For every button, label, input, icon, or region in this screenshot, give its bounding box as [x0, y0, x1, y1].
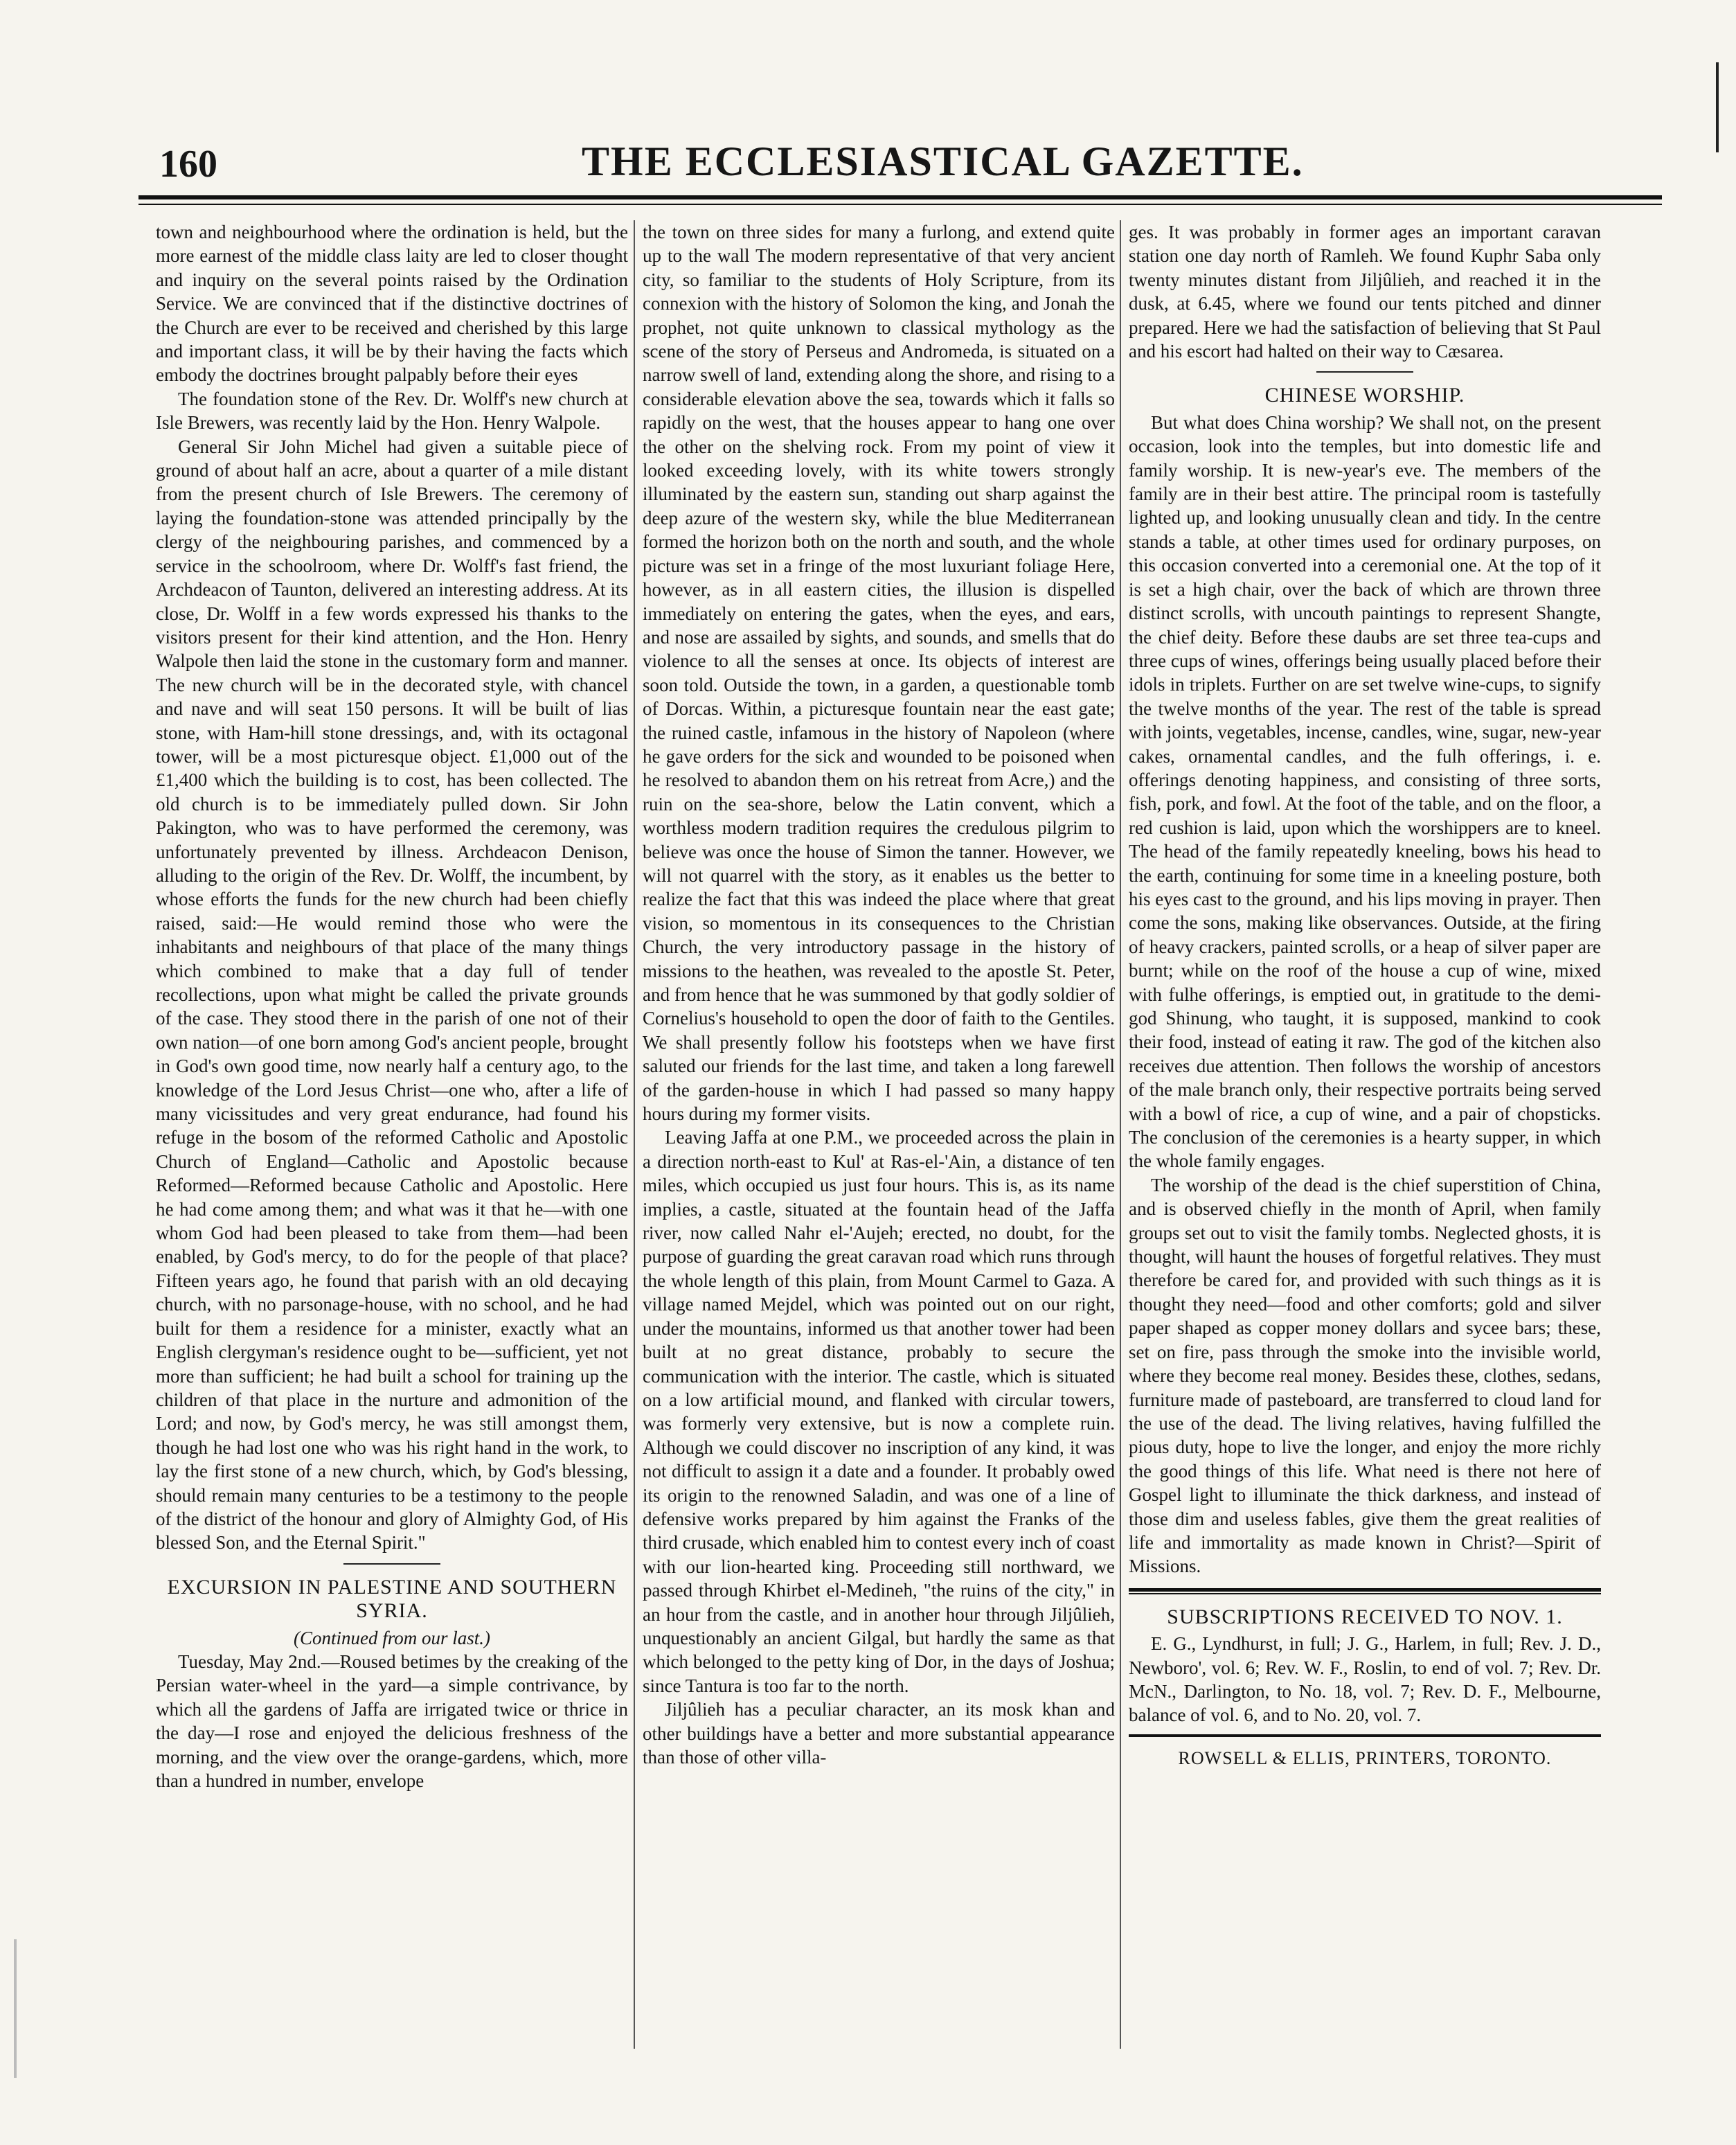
article-paragraph: the town on three sides for many a furlong, and extend quite up to the wall The modern representative of that very ancient city, so familiar to the students of Holy Scripture, from its connexion with the history of Solomon the king, and Jonah the prophet, not quite unknown to classical mythology as the scene of the story of Perseus and Andromeda, is situated on a narrow swell of land, extending along the shore, and rising to a considerable elevation above the sea, towards which it falls so rapidly on the west, that the houses appear to hang one over the other on the shelving rock. From my point of view it looked exceeding lovely, with its white towers strongly illuminated by the eastern sun, standing out sharp against the deep azure of the western sky, while the blue Mediterranean formed the horizon both on the north and south, and the whole picture was set in a fringe of the most luxuriant foliage Here, however, as in all eastern cities, the illusion is dispelled immediately on entering the gates, when the eyes, and ears, and nose are assailed by sights, and sounds, and smells that do violence to all the senses at once. Its objects of interest are soon told. Outside the town, in a garden, a questionable tomb of Dorcas. Within, a picturesque fountain near the east gate; the ruined castle, infamous in the history of Napoleon (where he gave orders for the sick and wounded to be poisoned when he resolved to abandon them on his retreat from Acre,) and the ruin on the sea-shore, below the Latin convent, which a worthless modern tradition requires the credulous pilgrim to believe was once the house of Simon the tanner. However, we will not quarrel with the story, as it enables us the better to realize the fact that this was indeed the place where that great vision, so momentous in its consequences to the Christian Church, the very introductory passage in the history of missions to the heathen, was revealed to the apostle St. Peter, and from hence that he was summoned by that godly soldier of Cornelius's household to open the door of faith to the Gentiles. We shall presently follow his footsteps when we have first saluted our friends for the last time, and taken a long farewell of the garden-house in which I had passed so many happy hours during my former visits. — [643, 222, 1115, 1125]
article-paragraph: But what does China worship? We shall not, on the present occasion, look into the temples, but into domestic life and family worship. It is new-year's eve. The members of the family are in their best attire. The principal room is tastefully lighted up, and looking unusually clean and tidy. In the centre stands a table, at other times used for ordinary purposes, on this occasion converted into a ceremonial one. At the top of it is set a high chair, over the back of which are thrown three distinct scrolls, with uncouth paintings to represent Shangte, the chief deity. Before these daubs are set three tea-cups and three cups of wines, offerings being usually placed before their idols in triplets. Further on are set twelve wine-cups, to signify the twelve months of the year. The rest of the table is spread with joints, vegetables, incense, candles, wine, sugar, new-year cakes, ornamental candles, and the fulh offerings, i. e. offerings denoting happiness, and consisting of three sorts, fish, pork, and fowl. At the foot of the table, and on the floor, a red cushion is laid, upon which the worshippers are to kneel. The head of the family repeatedly kneeling, bows his head to the earth, continuing for some time in a kneeling posture, both his eyes cast to the ground, and his lips moving in prayer. Then come the sons, making like observances. Outside, at the firing of heavy crackers, painted scrolls, or a heap of silver paper are burnt; while on the roof of the house a cup of wine, mixed with fulhe offerings, is emptied out, in gratitude to the demi-god Shinung, who taught, it is supposed, mankind to cook their food, instead of eating it raw. The god of the kitchen also receives due attention. Then follows the worship of ancestors of the male branch only, their respective portraits being served with a bowl of rice, a cup of wine, and a pair of chopsticks. The conclusion of the ceremonies is a hearty supper, in which the whole family engages. — [1129, 411, 1601, 1172]
article-paragraph: Leaving Jaffa at one P.M., we proceeded across the plain in a direction north-east to Kul' at Ras-el-'Ain, a distance of ten miles, which occupied us just four hours. This is, as its name implies, a castle, situated at the fountain head of the Jaffa river, now called Nahr el-'Aujeh; erected, no doubt, for the purpose of guarding the great caravan road which runs through the whole length of this plain, from Mount Carmel to Gaza. A village named Mejdel, which was pointed out on our right, under the mountains, informed us that another tower had been built at no great distance, probably to secure the communication with the interior. The castle, which is situated on a low artificial mound, and flanked with circular towers, was formerly very extensive, but is now a complete ruin. Although we could discover no inscription of any kind, it was not difficult to assign it a date and a founder. It probably owed its origin to the renowned Saladin, and was one of a line of defensive works prepared by him against the Franks of the third crusade, which enabled him to contest every inch of coast with our lion-hearted king. Proceeding still northward, we passed through Khirbet el-Medineh, "the ruins of the city," in an hour from the castle, and in another hour through Jiljûlieh, unquestionably an ancient Gilgal, but hardly the same as that which belonged to the petty king of Dor, in the days of Joshua; since Tantura is too far to the north. — [643, 1127, 1115, 1696]
chinese-worship-heading: CHINESE WORSHIP. — [1264, 384, 1465, 407]
article-paragraph: Jiljûlieh has a peculiar character, an its mosk khan and other buildings have a better and more substantial appearance than those of other villa- — [643, 1699, 1115, 1768]
section-divider — [1316, 371, 1413, 373]
scan-edge-mark — [1716, 62, 1719, 152]
column-1 — [156, 220, 628, 2049]
article-paragraph: General Sir John Michel had given a suitable piece of ground of about half an acre, about a quarter of a mile distant from the present church of Isle Brewers. The ceremony of laying the foundation-stone was attended principally by the clergy of the neighbouring parishes, and commenced by a service in the schoolroom, where Dr. Wolff's fast friend, the Archdeacon of Taunton, delivered an interesting address. At its close, Dr. Wolff in a few words expressed his thanks to the visitors present for their kind attention, and the Hon. Henry Walpole then laid the stone in the customary form and manner. The new church will be in the decorated style, with chancel and nave and will seat 150 persons. It will be built of lias stone, with Ham-hill stone dressings, and, with its octagonal tower, will be a most picturesque object. £1,000 out of the £1,400 which the building is to cost, has been collected. The old church is to be immediately pulled down. Sir John Pakington, who was to have performed the ceremony, was unfortunately prevented by illness. Archdeacon Denison, alluding to the origin of the Rev. Dr. Wolff, the incumbent, by whose efforts the funds for the new church had been chiefly raised, said:—He would remind those who were the inhabitants and neighbours of that place of the many things which combined to make that a day full of tender recollections, upon what might be called the private grounds of the case. They stood there in the parish of one not of their own nation—of one born among God's ancient people, brought in God's own good time, now nearly half a century ago, to the knowledge of the Lord Jesus Christ—one who, after a life of many vicissitudes and very great endurance, had found his refuge in the bosom of the reformed Catholic and Apostolic Church of England—Catholic and Apostolic because Reformed—Reformed because Catholic and Apostolic. Here he had come among them; and what was it that he—with one whom God had been pleased to take from them—had been enabled, by God's mercy, to do for the people of that place? Fifteen years ago, he found that parish with an old decaying church, with no parsonage-house, with no school, and he had built for them a residence for a minister, exactly what an English clergyman's residence ought to be—sufficient, yet not more than sufficient; he had built a school for training up the children of that place in the nurture and admonition of the Lord; and now, by God's mercy, he was still amongst them, though he had lost one who was his right hand in the work, to lay the first stone of a new church, which, by God's blessing, should remain many centuries to be a testimony to the people of the district of the honour and glory of Almighty God, of His blessed Son, and the Eternal Spirit." — [156, 436, 628, 1554]
header-rule-thin — [138, 204, 1662, 205]
column-divider — [634, 220, 635, 2049]
subscriptions-text: E. G., Lyndhurst, in full; J. G., Harlem, in full; Rev. J. D., Newboro', vol. 6; Rev. W. F., Roslin, to end of vol. 7; Rev. Dr. McN., Darlington, to No. 18, vol. 7; Rev. D. F., Melbourne, balance of vol. 6, and to No. 20, vol. 7. — [1129, 1633, 1601, 1726]
column-2 — [643, 220, 1115, 2049]
header-rule — [138, 195, 1662, 199]
scan-edge-mark-left — [14, 1939, 17, 2078]
subscriptions-heading: SUBSCRIPTIONS RECEIVED TO NOV. 1. — [1167, 1605, 1563, 1628]
article-paragraph: town and neighbourhood where the ordination is held, but the more earnest of the middle class laity are led to closer thought and inquiry on the several points raised by the Ordination Service. We are convinced that if the distinctive doctrines of the Church are ever to be received and cherished by this large and important class, it will be by their having the facts which embody the doctrines brought palpably before their eyes — [156, 222, 628, 386]
excursion-subheading: (Continued from our last.) — [293, 1627, 490, 1648]
page-number: 160 — [159, 143, 217, 186]
excursion-heading: EXCURSION IN PALESTINE AND SOUTHERN SYRIA. — [167, 1575, 617, 1623]
printers-imprint: ROWSELL & ELLIS, PRINTERS, TORONTO. — [1178, 1747, 1552, 1768]
page-header — [138, 135, 1676, 190]
article-paragraph: The foundation stone of the Rev. Dr. Wolff's new church at Isle Brewers, was recently laid by the Hon. Henry Walpole. — [156, 388, 628, 434]
subscriptions-bottom-rule — [1129, 1734, 1601, 1737]
subscriptions-rule — [1129, 1588, 1601, 1592]
masthead-title: THE ECCLESIASTICAL GAZETTE. — [582, 139, 1304, 184]
column-divider — [1120, 220, 1121, 2049]
subscriptions-rule-thin — [1129, 1593, 1601, 1594]
article-paragraph: Tuesday, May 2nd.—Roused betimes by the creaking of the Persian water-wheel in the yard—a simple contrivance, by which all the gardens of Jaffa are irrigated twice or thrice in the day—I rose and enjoyed the delicious freshness of the morning, and the view over the orange-gardens, which, more than a hundred in number, envelope — [156, 1650, 628, 1791]
column-3 — [1129, 220, 1601, 2049]
section-divider — [343, 1563, 440, 1565]
article-paragraph: ges. It was probably in former ages an important caravan station one day north of Ramleh. We found Kuphr Saba only twenty minutes distant from Jiljûlieh, and reached it in the dusk, at 6.45, where we found our tents pitched and dinner prepared. Here we had the satisfaction of believing that St Paul and his escort had halted on their way to Cæsarea. — [1129, 222, 1601, 362]
article-paragraph: The worship of the dead is the chief superstition of China, and is observed chiefly in the month of April, when family groups set out to visit the family tombs. Neglected ghosts, it is thought, will haunt the houses of forgetful relatives. They must therefore be cared for, and provided with such things as it is thought they need—food and other comforts; gold and silver paper shaped as copper money dollars and sycee bars; these, set on fire, pass through the smoke into the invisible world, where they become real money. Besides these, clothes, sedans, furniture made of pasteboard, are transferred to cloud land for the use of the dead. The living relatives, having fulfilled the pious duty, hope to live the longer, and enjoy the more richly the good things of this life. What need is there not here of Gospel light to illuminate the thick darkness, and instead of those dim and useless fables, give them the great realities of life and immortality as made known in Christ?—Spirit of Missions. — [1129, 1174, 1601, 1577]
